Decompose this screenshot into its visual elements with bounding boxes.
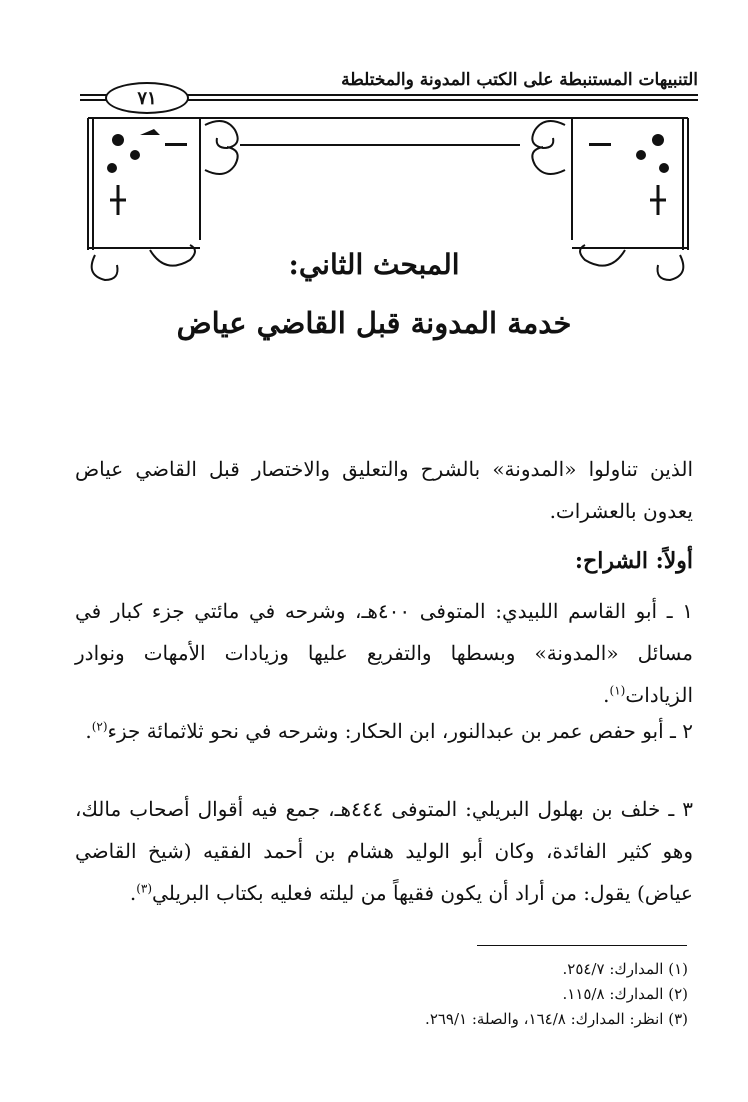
list-item [75,710,693,752]
footnote-number: (٢) [668,985,688,1003]
footnote [200,985,688,1003]
footnote-number: (٣) [668,1010,688,1028]
footnote-text: انظر: المدارك: ١٦٤/٨، والصلة: ٢٦٩/١. [425,1010,664,1028]
item-end: . [129,881,137,905]
footnote-separator [477,945,687,946]
item-end: . [85,719,92,743]
footnote [200,1010,688,1028]
running-header: التنبيهات المستنبطة على الكتب المدونة والمختلطة [341,70,698,90]
list-item [75,590,693,716]
item-text: ٣ ـ خلف بن بهلول البريلي: المتوفى ٤٤٤هـ، جمع فيه أقوال أصحاب مالك، وهو كثير الفائدة، وكان أبو الوليد هشام بن أحمد الفقيه (شيخ القاضي عياض) يقول: من أراد أن يكون فقيهاً من ليلته فعليه بكتاب البريلي [75,797,693,905]
footnote-text: المدارك: ١١٥/٨. [562,985,664,1003]
commentators-title: أولاً: الشراح: [574,548,693,574]
footnote-ref: (١) [609,683,626,698]
item-end: . [603,683,610,707]
section-subheading: خدمة المدونة قبل القاضي عياض [176,306,572,340]
list-item [75,788,693,914]
footnote-number: (١) [668,960,688,978]
item-text: ١ ـ أبو القاسم اللبيدي: المتوفى ٤٠٠هـ، وشرحه في مائتي جزء كبار في مسائل «المدونة» وبسطها والتفريع عليها وزيادات الأمهات ونوادر الزيادات [75,599,693,707]
footnote-text: المدارك: ٢٥٤/٧. [562,960,664,978]
footnote-ref: (٣) [136,881,153,896]
section-heading: المبحث الثاني: [288,248,460,281]
footnote [200,960,688,978]
page-number: ٧١ [137,87,157,109]
intro-paragraph: الذين تناولوا «المدونة» بالشرح والتعليق والاختصار قبل القاضي عياض يعدون بالعشرات. [75,457,693,523]
footnote-ref: (٢) [91,719,108,734]
item-text: ٢ ـ أبو حفص عمر بن عبدالنور، ابن الحكار: وشرحه في نحو ثلاثمائة جزء [107,719,693,743]
